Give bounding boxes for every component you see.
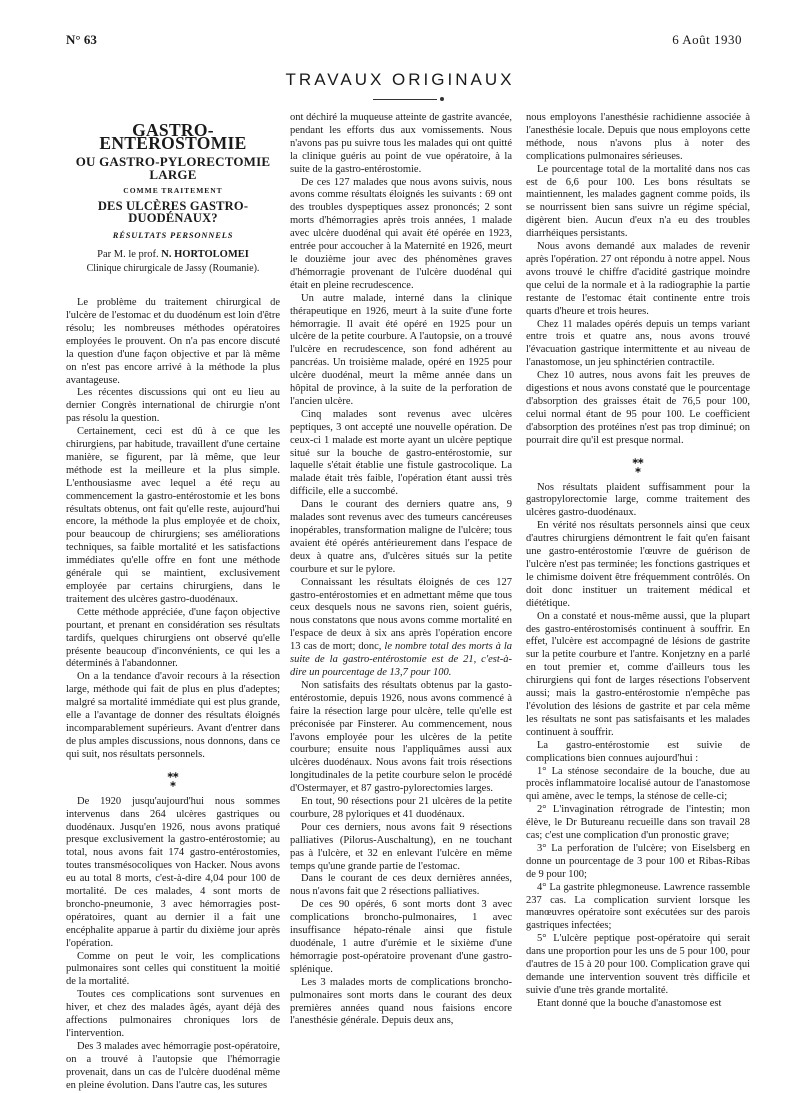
paragraph: Comme on peut le voir, les complications pulmonaires sont celles qui constituent la moitié de la mortalité. (66, 950, 280, 988)
paragraph: Les 3 malades morts de complications broncho-pulmonaires sont morts dans le courant des deux premières années quand nous faisions encore l'anesthésie générale. Depuis deux ans, (290, 976, 512, 1027)
paragraph: Nos résultats plaident suffisamment pour la gastropylorectomie large, comme traitement des ulcères gastro-duodénaux. (526, 481, 750, 519)
paragraph: Etant donné que la bouche d'anastomose est (537, 997, 722, 1009)
paragraph: On a la tendance d'avoir recours à la résection large, méthode qui fait de plus en plus d'adeptes; malgré sa mortalité immédiate qui est plus grande, elle a l'avantage de donner des résultats éloignés incomparablement supérieurs. Avant d'entrer dans de plus amples discussions, nous donnons, dans ce qui suit, nos résultats personnels. (66, 671, 280, 760)
paragraph: De 1920 jusqu'aujourd'hui nous sommes intervenus dans 264 ulcères gastriques ou duodénaux. Jusqu'en 1926, nous avons pratiqué presque exclusivement la gastro-entérostomie; au total, nous avons fait 174 gastro-entérostomies, toutes transmésocoliques von Hacker. Nous avons eu au total 8 morts, c'est-à-dire 4,04 pour 100 de mortalité. De ces malades, 4 sont morts de broncho-pneumonie, 3 avec hémorragies post-opératoires, quant au dernier il a fait une encéphalite apparue à partir du dixième jour après l'opération. (66, 795, 280, 949)
paragraph: Dans le courant de ces deux dernières années, nous n'avons fait que 2 résections palliatives. (290, 873, 512, 898)
paragraph: nous employons l'anesthésie rachidienne associée à l'anesthésie locale. Depuis que nous employons cette méthode, nous n'avons plus à noter des complications pulmonaires sérieuses. (526, 112, 750, 162)
author-name: N. HORTOLOMEI (161, 249, 249, 261)
article-heading (66, 120, 280, 276)
paragraph: Le pourcentage total de la mortalité dans nos cas est de 6,6 pour 100. Les bons résultats se maintiennent, les malades gagnent comme poids, ils se nourrissent bien sans suivre un régime spécial, digèrent bien. Aucun d'eux n'a eu des troubles diarrhéiques persistants. (526, 163, 750, 240)
list-item: 3° La perforation de l'ulcère; von Eiselsberg en donne un pourcentage de 3 pour 100 et Ribas-Ribas de 9 pour 100; (526, 842, 750, 880)
paragraph: De ces 90 opérés, 6 sont morts dont 3 avec complications broncho-pulmonaires, 1 avec insuffisance hépato-rénale ainsi que fistule duodénale, 1 autre d'urémie et le sixième d'une hémorragie post-opératoire provenant d'une gastro-splénique. (290, 899, 512, 975)
paragraph: Un autre malade, interné dans la clinique thérapeutique en 1926, meurt à la suite d'une forte hémorragie. Il avait été opéré en 1925 pour un ulcère de la petite courbure. A l'autopsie, on a trouvé l'ulcère en recrudescence, son fond adhérent au pancréas. Un troisième malade, opéré en 1925 pour ulcère duodénal, meurt la même année dans un hôpital de province, à la suite de la perforation de l'ancien ulcère. (290, 292, 512, 407)
author-prefix: Par M. le prof. (97, 249, 159, 261)
paragraph: Des 3 malades avec hémorragie post-opératoire, on a trouvé à l'autopsie que l'hémorragie provenait, dans un cas de l'ulcère duodénal même en pleine évolution. Dans l'autre cas, les sutures (66, 1040, 280, 1091)
section-title: TRAVAUX ORIGINAUX (285, 70, 515, 89)
section-separator-stars: ⁎⁎ ⁎ (167, 767, 179, 789)
paragraph: Toutes ces complications sont survenues en hiver, et chez des malades âgés, ayant déjà des affections pulmonaires chroniques lors de l'intervention. (66, 989, 280, 1039)
paragraph: ont déchiré la muqueuse atteinte de gastrite avancée, pendant les efforts dus aux vomissements. Nous n'avons pas pu suivre tous les malades qui ont quitté la clinique guéris au point de vue opératoire, à la suite de la gastro-entérostomie. (290, 112, 512, 175)
list-item: 5° L'ulcère peptique post-opératoire qui serait dans une proportion pour les uns de 5 pour 100, pour d'autres de 15 à 20 pour 100. Complication grave qui demande une intervention souvent très difficile et suivie d'une très grande mortalité. (526, 933, 750, 996)
article-subtitle: RÉSULTATS PERSONNELS (112, 230, 234, 241)
article-title-line4: DES ULCÈRES GASTRO-DUODÉNAUX? (97, 198, 249, 226)
section-divider-dot (440, 97, 444, 101)
column-3 (526, 112, 750, 1011)
section-separator-stars: ⁎⁎ ⁎ (632, 453, 644, 475)
paragraph: Non satisfaits des résultats obtenus par la gasto-entérostomie, depuis 1926, nous avons commencé à faire la résection large pour ulcère, telle qu'elle est préconisée par Finsterer. Au commencement, nous l'avons employée pour les ulcères de la petite courbure; ensuite nous l'appliquâmes aussi aux ulcères duodénaux. Nous avons fait trois résections longitudinales de la petite courbure selon le procédé d'Ostermayer, et 87 gastro-pylorectomies larges. (290, 679, 512, 795)
article-title-line2: OU GASTRO-PYLORECTOMIE LARGE (75, 153, 271, 182)
paragraph: Pour ces derniers, nous avons fait 9 résections palliatives (Pilorus-Auschaltung), en ne touchant pas à l'ulcère, et 32 en enlevant l'ulcère en même temps qu'une grande partie de l'estomac. (290, 821, 512, 872)
article-title-line3: COMME TRAITEMENT (123, 185, 223, 195)
paragraph: On a constaté et nous-même aussi, que la plupart des gastro-entérostomisés continuent à souffrir. En effet, l'ulcère est accompagné de lésions de gastrite sur la petite courbure et l'antre. Konjetzny en a parlé en tout premier et, comme d'ailleurs tous les chirurgiens qui font de larges résections l'observent aussi; mais la gastro-entérostomie n'empêche pas l'évolution des lésions de gastrite et par cela même les résultats ne sont pas satisfaisants et les malades continuent à souffrir. (526, 610, 750, 738)
paragraph-text: Connaissant les résultats éloignés de ces 127 gastro-entérostomies et en admettant même que tous ceux desquels nous ne savons rien, soient guéris, nous constatons que nous avons comme mortalité en l'espace de deux à six ans après l'opération encore 13 cas de mort; donc, (290, 576, 512, 653)
paragraph: Cette méthode appréciée, d'une façon objective pourtant, et prenant en considération ses résultats tardifs, quelques chirurgiens ont observé qu'elle présente beaucoup d'inconvénients, ce qui les a déterminés à l'abandonner. (66, 606, 280, 670)
column-1 (66, 120, 280, 1093)
column-2 (290, 112, 512, 1028)
issue-number: N° 63 (66, 32, 97, 47)
paragraph: Nous avons demandé aux malades de revenir après l'opération. 27 ont répondu à notre appel. Nous avons trouvé le chiffre d'acidité gastrique moindre que celui de la normale et à la radiographie la partie restante de l'estomac était continente entre trois quarts d'heure et trois heures. (526, 241, 750, 317)
paragraph: La gastro-entérostomie est suivie de complications bien connues aujourd'hui : (526, 739, 750, 764)
article-title-line1: GASTRO-ENTÉROSTOMIE (99, 120, 247, 153)
list-item: 1° La sténose secondaire de la bouche, due au procès inflammatoire localisé autour de l'anastomose qui amène, avec le temps, la sténose de celle-ci; (526, 765, 750, 803)
paragraph (290, 577, 512, 680)
paragraph: Chez 11 malades opérés depuis un temps variant entre trois et quatre ans, nous avons trouvé l'évacuation gastrique intermittente et au niveau de l'anastomose, un jeu sphinctérien contractile. (526, 318, 750, 369)
paragraph: Dans le courant des derniers quatre ans, 9 malades sont revenus avec des tumeurs cancéreuses inopérables, transformation maligne de l'ulcère; tous avaient été opérés antérieurement dans l'espace de deux à quatre ans, d'ulcères situés sur la petite courbure et sur le pylore. (290, 499, 512, 575)
section-divider (373, 99, 437, 100)
paragraph: Chez 10 autres, nous avons fait les preuves de digestions et nous avons constaté que le pourcentage d'absorption des graisses était de 76,5 pour 100, celui normal étant de 95 pour 100. Le coefficient d'absorption des protéines n'est pas trop diminué; on pourrait dire qu'il est presque normal. (526, 370, 750, 446)
paragraph: Le problème du traitement chirurgical de l'ulcère de l'estomac et du duodénum est loin d'être résolu; les nombreuses méthodes opératoires employées le prouvent. On n'a pas encore discuté la question d'une façon objective et par là même on n'est pas encore arrivé à la méthode la plus avantageuse. (66, 297, 280, 386)
issue-date: 6 Août 1930 (672, 32, 742, 47)
article-author (66, 249, 280, 262)
paragraph: Les récentes discussions qui ont eu lieu au dernier Congrès international de chirurgie n'ont pas résolu la question. (66, 387, 280, 425)
paragraph: Cinq malades sont revenus avec ulcères peptiques, 3 ont accepté une nouvelle opération. De ceux-ci 1 malade est morte ayant un ulcère peptique situé sur la bouche de gastro-entérostomie, sur laquelle s'était établie une fistule gastrocolique. La malade était très faible, l'opération étant aussi très difficile, elle a succombé. (290, 408, 512, 498)
emphasis-mortality: le nombre total des morts à la suite de la gastro-entérostomie est de 21, c'est-à-dire un pourcentage de 13,7 pour 100. (290, 641, 513, 678)
paragraph: En vérité nos résultats personnels ainsi que ceux d'autres chirurgiens démontrent le fait qu'en faisant une gastro-entérostomie l'œuvre de guérison de l'ulcère n'est pas terminée; les fonctions gastriques et le chimisme doivent être fréquemment contrôlés. On doit donc instituer un traitement médical et diététique. (526, 520, 750, 609)
article-affiliation: Clinique chirurgicale de Jassy (Roumanie). (86, 263, 260, 275)
paragraph: De ces 127 malades que nous avons suivis, nous avons comme résultats éloignés les suivants : 69 ont des troubles dyspeptiques assez prononcés; 2 sont morts d'hémorragies après trois années, 1 malade avec ulcère duodénal qui avait été opérée en 1923, entrée pour accoucher à la Maternité en 1926, meurt le douzième jour avec des phénomènes graves d'hémorragie provenant de l'ulcère duodénal qui était en pleine recrudescence. (290, 176, 512, 291)
list-item: 4° La gastrite phlegmoneuse. Lawrence rassemble 237 cas. La complication survient lorsque les manœuvres opératoire sont exécutées sur des parois gastriques infectées; (526, 881, 750, 932)
paragraph: En tout, 90 résections pour 21 ulcères de la petite courbure, 28 pyloriques et 41 duodénaux. (290, 796, 512, 820)
list-item: 2° L'invagination rétrograde de l'intestin; mon élève, le Dr Butureanu recueille dans son travail 28 cas; c'est une complication d'un pronostic grave; (526, 804, 750, 842)
paragraph: Certainement, ceci est dû à ce que les chirurgiens, par habitude, travaillent d'une certaine manière, se figurent, par là même, que leur méthode est la meilleure et la plus simple. L'enthousiasme avec lequel a été reçu au commencement la gastro-entérostomie et les bons résultats obtenus, ont fait qu'elle reste, aujourd'hui encore, la méthode la plus employée et de choix, pour beaucoup de chirurgiens; ses améliorations techniques, sa faible mortalité et les satisfactions immédiates qu'elle offre en font une méthode générale qui se maintient, exclusivement employée par certains chirurgiens, dans le traitement des ulcères gastro-duodénaux. (66, 426, 280, 605)
